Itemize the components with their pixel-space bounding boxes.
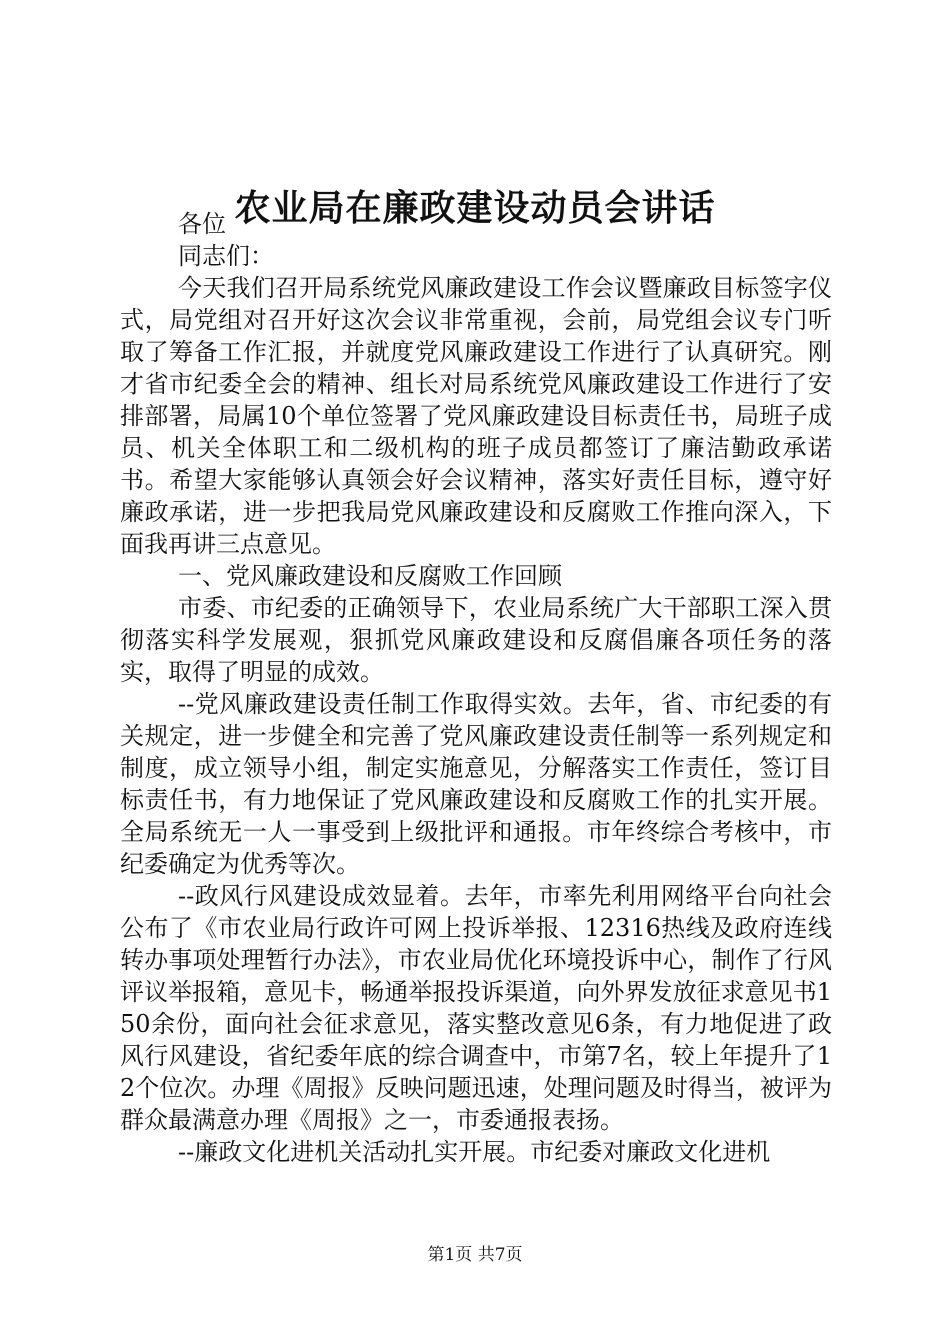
- body-paragraph: --政风行风建设成效显着。去年，市率先利用网络平台向社会公布了《市农业局行政许可网上投诉举报、12316热线及政府连线转办事项处理暂行办法》，市农业局优化环境投诉中心，制作了行风评议举报箱，意见卡，畅通举报投诉渠道，向外界发放征求意见书150余份，面向社会征求意见，落实整改意见6条，有力地促进了政风行风建设，省纪委年底的综合调查中，市第7名，较上年提升了12个位次。办理《周报》反映问题迅速，处理问题及时得当，被评为群众最满意办理《周报》之一，市委通报表扬。: [120, 882, 832, 1134]
- body-paragraph: 市委、市纪委的正确领导下，农业局系统广大干部职工深入贯彻落实科学发展观，狠抓党风廉政建设和反腐倡廉各项任务的落实，取得了明显的成效。: [120, 594, 832, 686]
- body-paragraph: 今天我们召开局系统党风廉政建设工作会议暨廉政目标签字仪式，局党组对召开好这次会议非常重视，会前，局党组会议专门听取了筹备工作汇报，并就度党风廉政建设工作进行了认真研究。刚才省市纪委全会的精神、组长对局系统党风廉政建设工作进行了安排部署，局属10个单位签署了党风廉政建设目标责任书，局班子成员、机关全体职工和二级机构的班子成员都签订了廉洁勤政承诺书。希望大家能够认真领会好会议精神，落实好责任目标，遵守好廉政承诺，进一步把我局党风廉政建设和反腐败工作推向深入，下面我再讲三点意见。: [120, 274, 832, 558]
- body-paragraph: --党风廉政建设责任制工作取得实效。去年，省、市纪委的有关规定，进一步健全和完善了党风廉政建设责任制等一系列规定和制度，成立领导小组，制定实施意见，分解落实工作责任，签订目标责任书，有力地保证了党风廉政建设和反腐败工作的扎实开展。全局系统无一人一事受到上级批评和通报。市年终综合考核中，市纪委确定为优秀等次。: [120, 690, 832, 878]
- document-body: [120, 208, 832, 1168]
- section-heading: 一、党风廉政建设和反腐败工作回顾: [178, 562, 562, 590]
- body-paragraph: --廉政文化进机关活动扎实开展。市纪委对廉政文化进机: [178, 1138, 771, 1166]
- salutation-line-2: 同志们：: [178, 242, 274, 270]
- page-number-footer: 第1页 共7页: [427, 1245, 523, 1265]
- document-title: 农业局在廉政建设动员会讲话: [234, 187, 716, 229]
- salutation-line-1: 各位: [178, 210, 226, 238]
